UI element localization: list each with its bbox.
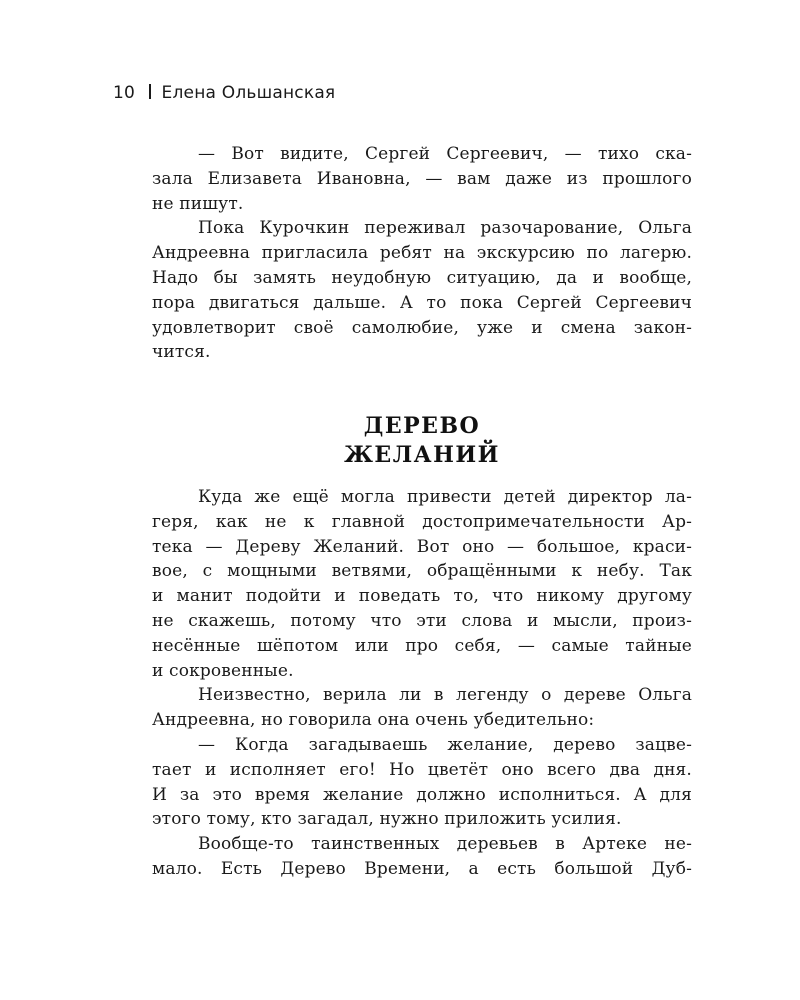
paragraph [152, 832, 692, 882]
text-line: не пишут. [152, 193, 244, 214]
paragraph [152, 142, 692, 216]
text-line: пора двигаться дальше. А то пока Сергей Сергеевич [152, 292, 692, 313]
text-line: тает и исполняет его! Но цветёт оно всего два дня. [152, 759, 692, 780]
paragraph [152, 216, 692, 365]
text-line: и сокровенные. [152, 660, 294, 681]
text-line: Неизвестно, верила ли в легенду о дереве Ольга [198, 685, 692, 706]
text-line: не скажешь, потому что эти слова и мысли, произ- [152, 610, 692, 631]
paragraph [152, 733, 692, 832]
text-block-after-chapter [152, 485, 692, 882]
page-number: 10 [113, 83, 136, 103]
text-line: зала Елизавета Ивановна, — вам даже из прошлого [152, 168, 692, 189]
chapter-title-line: ЖЕЛАНИЙ [344, 442, 500, 468]
text-line: — Когда загадываешь желание, дерево зацве- [198, 734, 692, 755]
text-line: Андреевна, но говорила она очень убедительно: [152, 710, 595, 731]
text-line: Куда же ещё могла привести детей директор ла- [198, 487, 692, 507]
text-line: тека — Дереву Желаний. Вот оно — большое, краси- [152, 536, 692, 557]
text-line: несённые шёпотом или про себя, — самые тайные [152, 635, 692, 656]
running-head [113, 83, 335, 103]
text-line: И за это время желание должно исполниться. А для [152, 784, 692, 805]
text-line: мало. Есть Дерево Времени, а есть большой Дуб- [152, 858, 692, 879]
text-line: геря, как не к главной достопримечательности Ар- [152, 511, 692, 532]
chapter-title-line: ДЕРЕВО [363, 413, 481, 439]
author-name: Елена Ольшанская [161, 83, 336, 103]
text-line: Вообще-то таинственных деревьев в Артеке не- [198, 834, 692, 855]
text-line: — Вот видите, Сергей Сергеевич, — тихо ска- [198, 144, 692, 164]
chapter-title [152, 412, 692, 470]
text-line: Андреевна пригласила ребят на экскурсию по лагерю. [152, 243, 692, 264]
text-line: Пока Курочкин переживал разочарование, Ольга [198, 218, 692, 239]
text-line: удовлетворит своё самолюбие, уже и смена закон- [152, 317, 692, 338]
text-line: Надо бы замять неудобную ситуацию, да и вообще, [152, 267, 692, 288]
paragraph [152, 485, 692, 683]
text-line: чится. [152, 342, 211, 363]
paragraph [152, 683, 692, 733]
text-line: и манит подойти и поведать то, что никому другому [152, 586, 692, 607]
text-line: вое, с мощными ветвями, обращёнными к небу. Так [152, 561, 692, 582]
text-block-before-chapter [152, 142, 692, 365]
text-line: этого тому, кто загадал, нужно приложить усилия. [152, 809, 622, 830]
header-separator [149, 84, 151, 99]
